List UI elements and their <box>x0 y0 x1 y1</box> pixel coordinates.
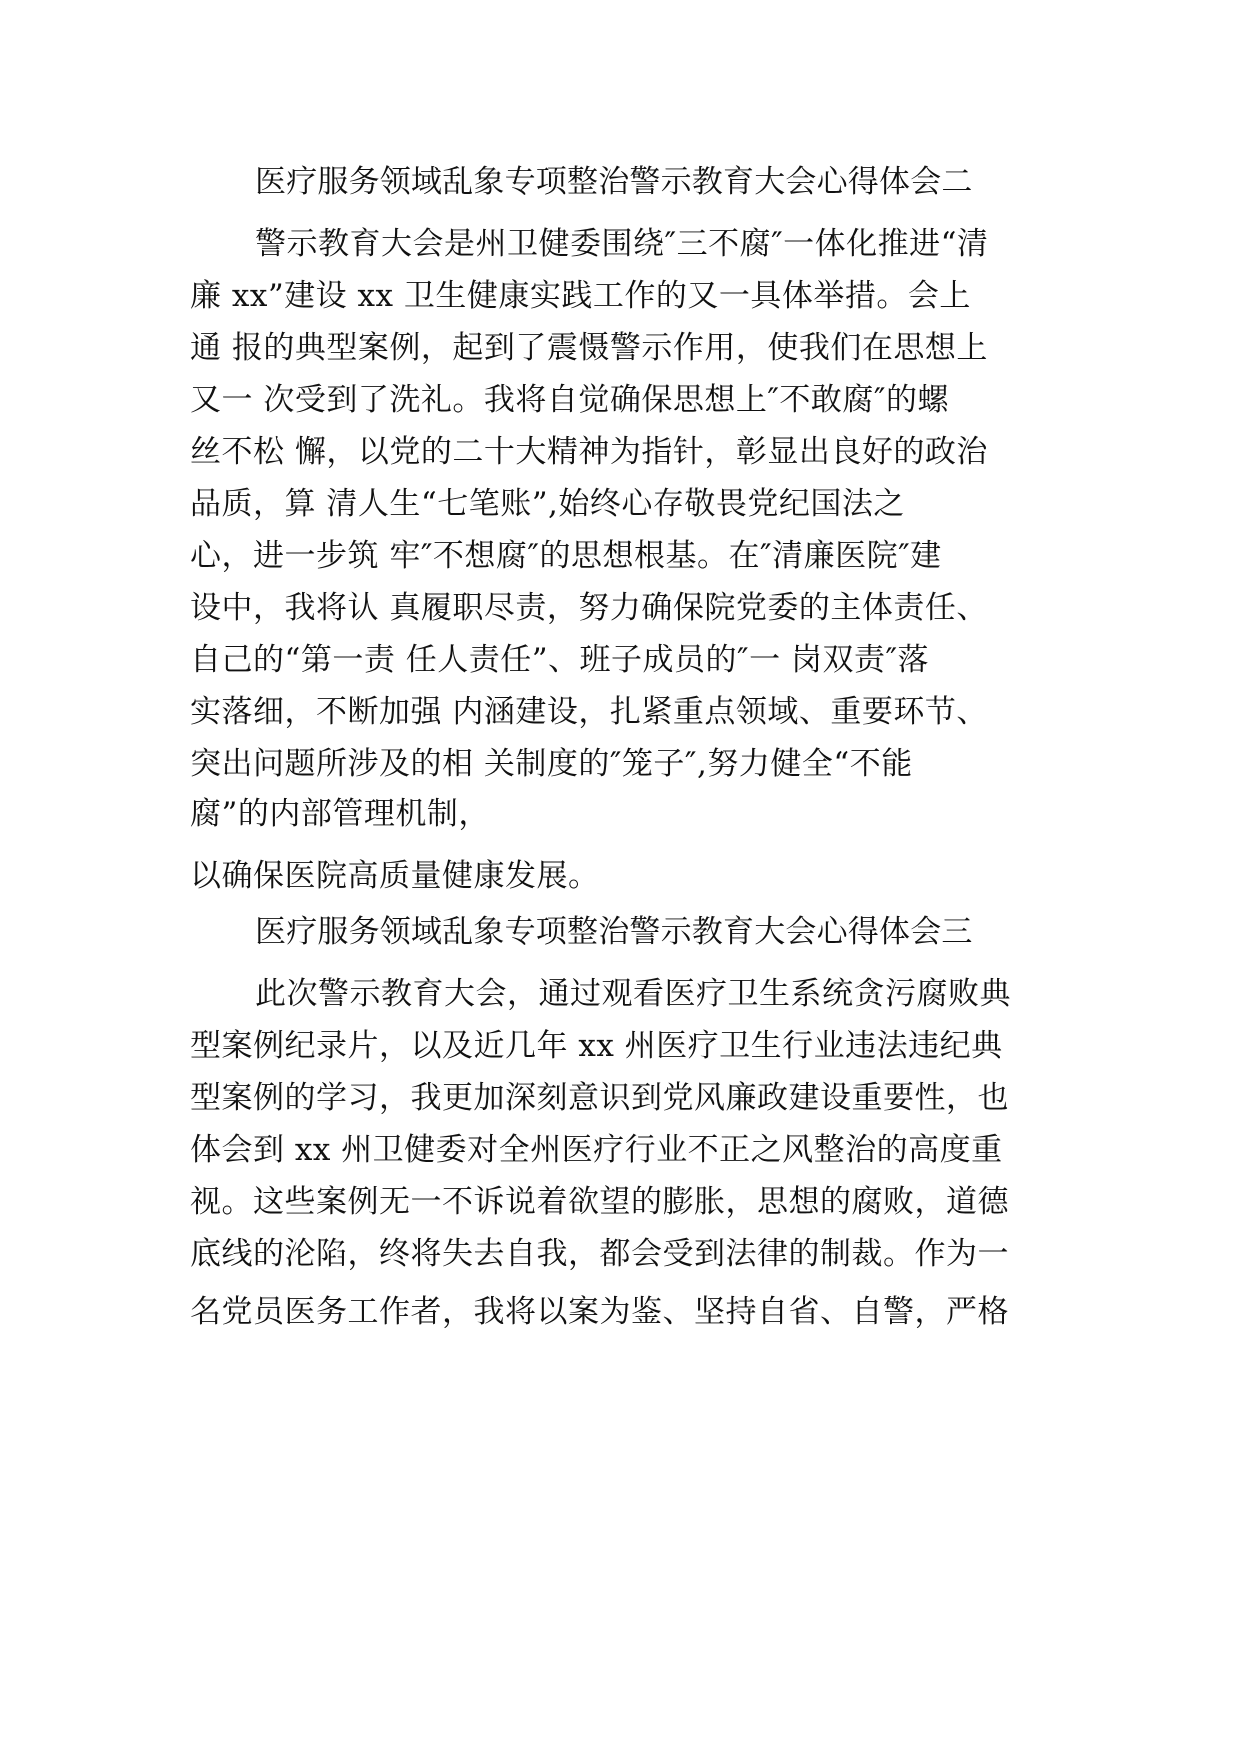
section-2-line: 自己的“第一责 任人责任”、班子成员的″一 岗双责″落 <box>190 642 930 678</box>
section-2-line: 品质，算 清人生“七笔账”,始终心存敬畏党纪国法之 <box>190 486 905 522</box>
section-2-line: 警示教育大会是州卫健委围绕″三不腐″一体化推进“清 <box>255 226 989 262</box>
section-2-line: 通 报的典型案例，起到了震慑警示作用，使我们在思想上 <box>190 330 988 366</box>
section-2-line: 心，进一步筑 牢″不想腐″的思想根基。在″清廉医院″建 <box>190 538 942 574</box>
section-2-line: 丝不松 懈，以党的二十大精神为指针，彰显出良好的政治 <box>190 434 988 470</box>
section-2-line: 廉 xx”建设 xx 卫生健康实践工作的又一具体举措。会上 <box>190 278 971 314</box>
section-2-line: 腐”的内部管理机制， <box>190 796 490 832</box>
section-3-line: 名党员医务工作者，我将以案为鉴、坚持自省、自警，严格 <box>190 1294 1009 1330</box>
section-3-line: 视。这些案例无一不诉说着欲望的膨胀，思想的腐败，道德 <box>190 1184 1009 1220</box>
section-3-line: 体会到 xx 州卫健委对全州医疗行业不正之风整治的高度重 <box>190 1132 1003 1168</box>
section-3-title: 医疗服务领域乱象专项整治警示教育大会心得体会三 <box>255 914 973 950</box>
section-3-line: 底线的沦陷，终将失去自我，都会受到法律的制裁。作为一 <box>190 1236 1009 1272</box>
section-3-line: 型案例纪录片，以及近几年 xx 州医疗卫生行业违法违纪典 <box>190 1028 1003 1064</box>
section-2-line: 设中，我将认 真履职尽责，努力确保院党委的主体责任、 <box>190 590 988 626</box>
section-2-line: 又一 次受到了洗礼。我将自觉确保思想上″不敢腐″的螺 <box>190 382 950 418</box>
section-2-line: 突出问题所涉及的相 关制度的″笼子″,努力健全“不能 <box>190 746 913 782</box>
section-3-line: 型案例的学习，我更加深刻意识到党风廉政建设重要性，也 <box>190 1080 1009 1116</box>
section-3-line: 此次警示教育大会，通过观看医疗卫生系统贪污腐败典 <box>255 976 1011 1012</box>
section-2-line: 实落细，不断加强 内涵建设，扎紧重点领域、重要环节、 <box>190 694 988 730</box>
section-2-title: 医疗服务领域乱象专项整治警示教育大会心得体会二 <box>255 164 973 200</box>
section-2-line: 以确保医院高质量健康发展。 <box>190 858 600 894</box>
